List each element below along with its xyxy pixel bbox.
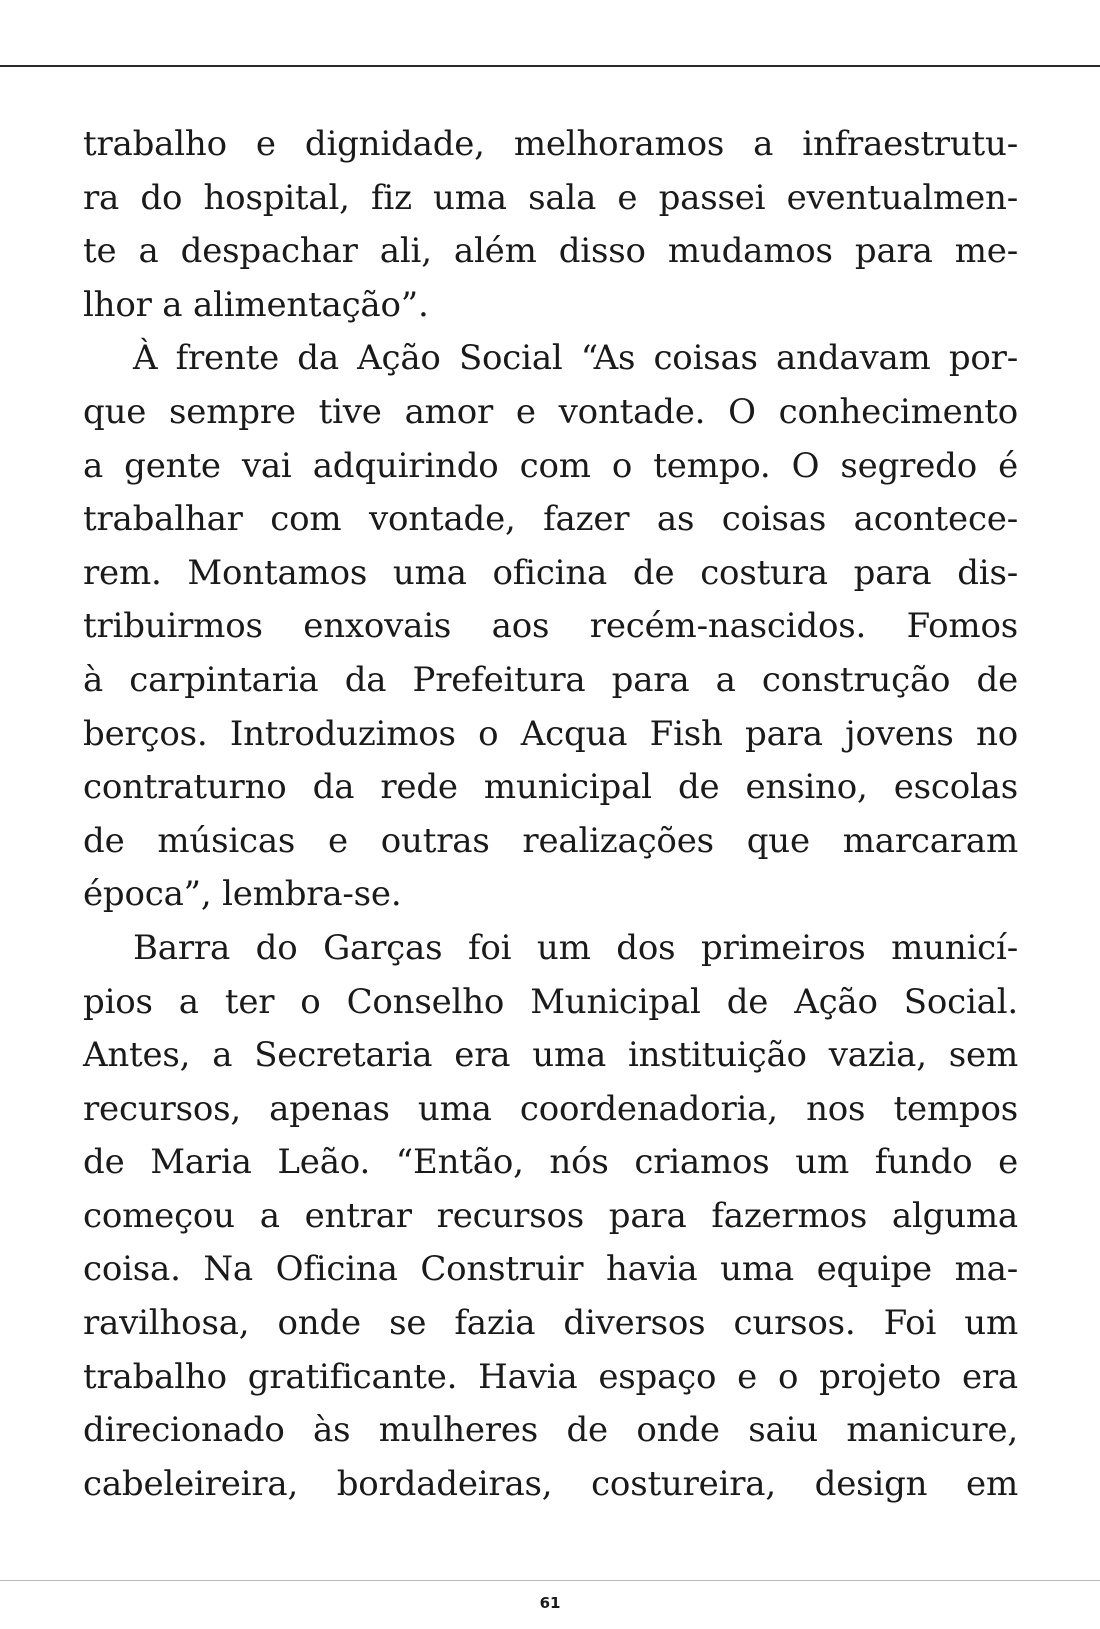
text-line: começou a entrar recursos para fazermos alguma [83, 1195, 1018, 1236]
body-text [83, 118, 1018, 1511]
text-line: Antes, a Secretaria era uma instituição vazia, sem [83, 1035, 1018, 1076]
text-line: ravilhosa, onde se fazia diversos cursos. Foi um [83, 1303, 1018, 1344]
text-line: ra do hospital, fiz uma sala e passei eventualmen- [83, 177, 1018, 218]
text-line: cabeleireira, bordadeiras, costureira, design em [83, 1463, 1018, 1504]
text-line: de músicas e outras realizações que marcaram [83, 820, 1018, 861]
text-line: te a despachar ali, além disso mudamos para me- [83, 231, 1018, 272]
text-line: época”, lembra-se. [83, 874, 402, 915]
text-line: lhor a alimentação”. [83, 284, 429, 325]
text-line: À frente da Ação Social “As coisas andavam por- [133, 338, 1018, 379]
text-line: recursos, apenas uma coordenadoria, nos tempos [83, 1088, 1018, 1129]
text-line: coisa. Na Oficina Construir havia uma equipe ma- [83, 1249, 1018, 1290]
bottom-rule [0, 1580, 1100, 1581]
text-line: Barra do Garças foi um dos primeiros municí- [133, 927, 1018, 968]
text-line: à carpintaria da Prefeitura para a construção de [83, 659, 1018, 700]
text-line: a gente vai adquirindo com o tempo. O segredo é [83, 445, 1018, 486]
text-line: tribuirmos enxovais aos recém-nascidos. Fomos [83, 606, 1018, 647]
text-line: contraturno da rede municipal de ensino, escolas [83, 767, 1018, 808]
text-line: trabalho e dignidade, melhoramos a infraestrutu- [83, 124, 1018, 164]
text-line: de Maria Leão. “Então, nós criamos um fundo e [83, 1142, 1018, 1183]
text-line: berços. Introduzimos o Acqua Fish para jovens no [83, 713, 1018, 754]
text-line: rem. Montamos uma oficina de costura para dis- [83, 552, 1018, 593]
text-line: trabalho gratificante. Havia espaço e o projeto era [83, 1356, 1018, 1397]
text-line: trabalhar com vontade, fazer as coisas acontece- [83, 499, 1018, 540]
text-line: direcionado às mulheres de onde saiu manicure, [83, 1410, 1018, 1451]
top-rule [0, 65, 1100, 67]
text-line: que sempre tive amor e vontade. O conhecimento [83, 391, 1018, 432]
text-line: pios a ter o Conselho Municipal de Ação Social. [83, 981, 1018, 1022]
page-number: 61 [539, 1594, 561, 1612]
